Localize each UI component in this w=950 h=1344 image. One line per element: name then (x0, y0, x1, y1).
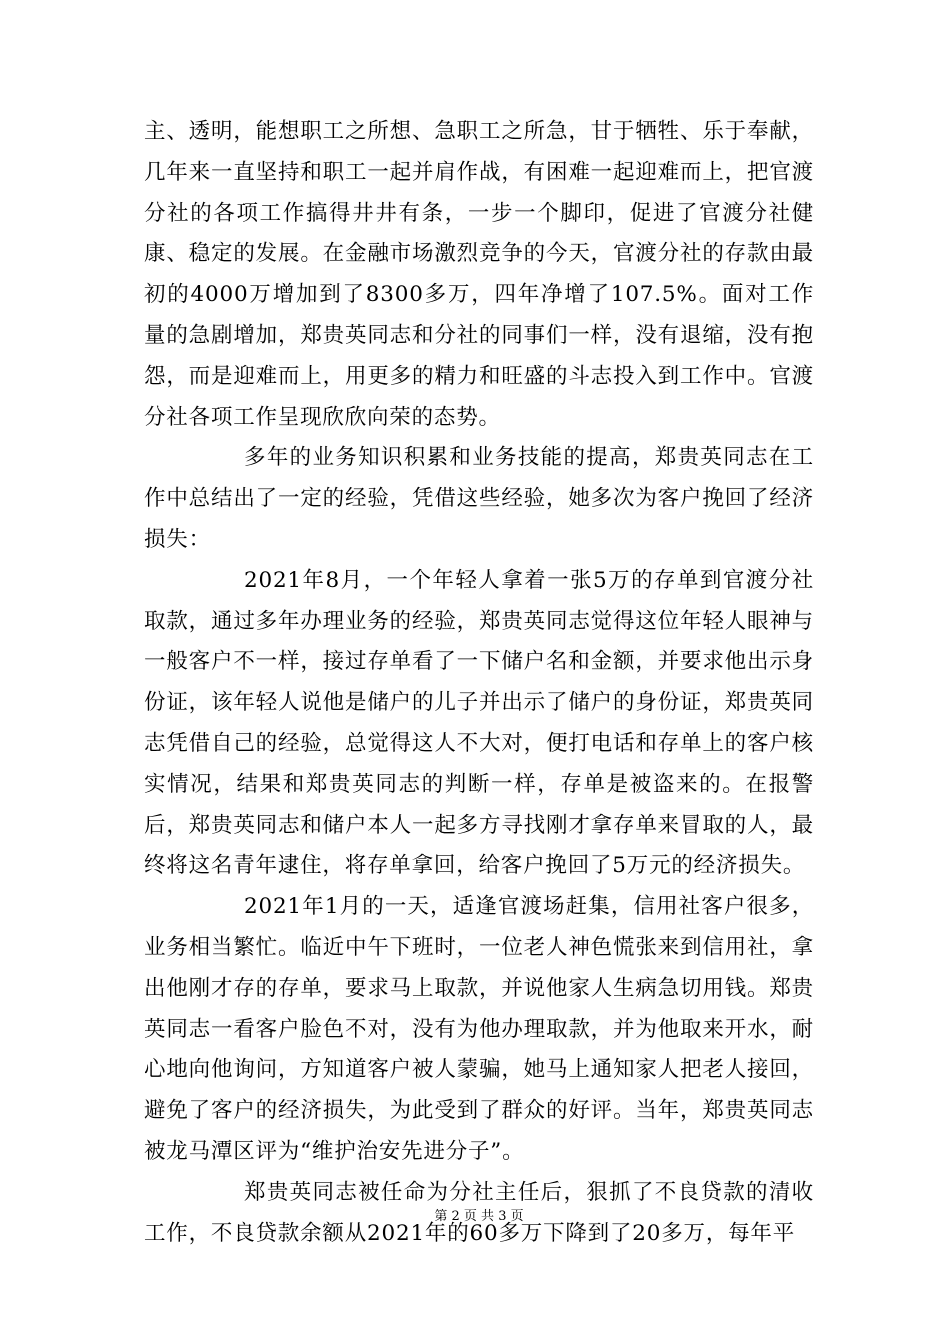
paragraph-5: 郑贵英同志被任命为分社主任后，狠抓了不良贷款的清收工作，不良贷款余额从2021年的60多万下降到了20多万，每年平 (144, 1179, 814, 1246)
page-number: 第 2 页 共 3 页 (434, 1209, 524, 1224)
paragraph-4: 2021年1月的一天，适逢官渡场赶集，信用社客户很多，业务相当繁忙。临近中午下班时，一位老人神色慌张来到信用社，拿出他刚才存的存单，要求马上取款，并说他家人生病急切用钱。郑贵英同志一看客户脸色不对，没有为他办理取款，并为他取来开水，耐心地向他询问，方知道客户被人蒙骗，她马上通知家人把老人接回，避免了客户的经济损失，为此受到了群众的好评。当年，郑贵英同志被龙马潭区评为“维护治安先进分子”。 (144, 894, 814, 1164)
paragraph-2: 多年的业务知识积累和业务技能的提高，郑贵英同志在工作中总结出了一定的经验，凭借这些经验，她多次为客户挽回了经济损失： (144, 445, 814, 552)
document-body (144, 112, 814, 1254)
paragraph-3: 2021年8月，一个年轻人拿着一张5万的存单到官渡分社取款，通过多年办理业务的经验，郑贵英同志觉得这位年轻人眼神与一般客户不一样，接过存单看了一下储户名和金额，并要求他出示身份证，该年轻人说他是储户的儿子并出示了储户的身份证，郑贵英同志凭借自己的经验，总觉得这人不大对，便打电话和存单上的客户核实情况，结果和郑贵英同志的判断一样，存单是被盗来的。在报警后，郑贵英同志和储户本人一起多方寻找刚才拿存单来冒取的人，最终将这名青年逮住，将存单拿回，给客户挽回了5万元的经济损失。 (144, 567, 814, 879)
page-footer (0, 1205, 950, 1224)
paragraph-1: 主、透明，能想职工之所想、急职工之所急，甘于牺牲、乐于奉献，几年来一直坚持和职工一起并肩作战，有困难一起迎难而上，把官渡分社的各项工作搞得井井有条，一步一个脚印，促进了官渡分社健康、稳定的发展。在金融市场激烈竞争的今天，官渡分社的存款由最初的4000万增加到了8300多万，四年净增了107.5%。面对工作量的急剧增加，郑贵英同志和分社的同事们一样，没有退缩，没有抱怨，而是迎难而上，用更多的精力和旺盛的斗志投入到工作中。官渡分社各项工作呈现欣欣向荣的态势。 (144, 119, 814, 430)
